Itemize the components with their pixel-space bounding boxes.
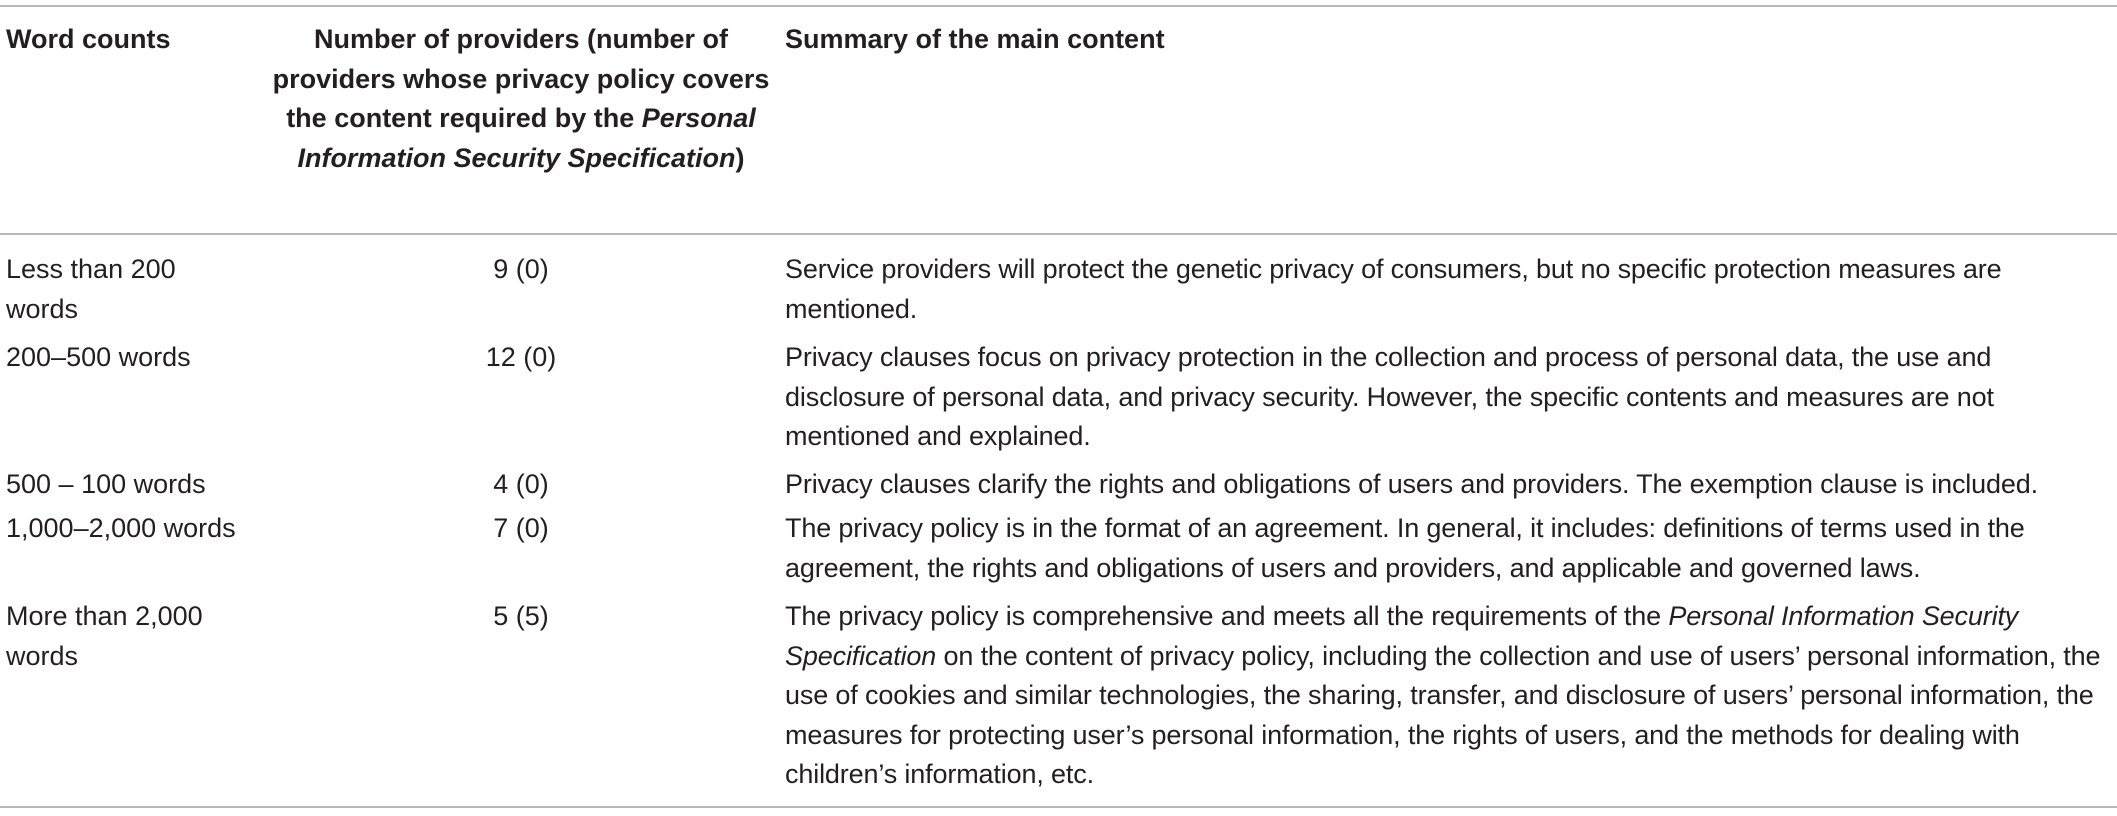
cell-summary: Service providers will protect the genetic privacy of consumers, but no specific protection measures are mentioned. (785, 254, 2002, 324)
header-providers-text: Number of providers (number of providers whose privacy policy covers the content required by the (272, 24, 770, 133)
header-word-counts: Word counts (6, 24, 171, 54)
table-header-rule (0, 233, 2117, 235)
cell-word-count: 200–500 words (6, 342, 191, 372)
cell-providers: 5 (5) (493, 601, 549, 631)
header-providers-spec-title: Personal Information Security Specification (297, 103, 756, 173)
cell-summary: Privacy clauses clarify the rights and obligations of users and providers. The exemption clause is included. (785, 469, 2038, 499)
table-header-row (0, 0, 2117, 233)
header-number-of-providers (270, 20, 772, 178)
cell-summary: The privacy policy is in the format of an agreement. In general, it includes: definitions of terms used in the agreement, the rights and obligations of users and providers, and applicable and governed laws. (785, 513, 2025, 583)
header-providers-close: ) (735, 142, 745, 173)
cell-providers: 4 (0) (493, 469, 549, 499)
header-summary: Summary of the main content (785, 24, 1165, 54)
cell-providers: 12 (0) (485, 342, 557, 372)
cell-word-count: Less than 200 words (6, 254, 176, 324)
cell-summary-text: The privacy policy is comprehensive and meets all the requirements of the (785, 601, 1669, 631)
table-bottom-rule (0, 806, 2117, 808)
cell-word-count: 500 – 100 words (6, 469, 206, 499)
cell-summary-text-rest: on the content of privacy policy, including the collection and use of users’ personal information, the use of cookies and similar technologies, the sharing, transfer, and disclosure of users’ personal information, the measures for protecting user’s personal information, the rights of users, and the methods for dealing with children’s information, etc. (785, 640, 2101, 789)
cell-word-count: 1,000–2,000 words (6, 513, 236, 543)
cell-providers: 9 (0) (493, 254, 549, 284)
cell-word-count: More than 2,000 words (6, 601, 203, 671)
cell-summary-spec-title: Personal Information Security Specification (785, 601, 2019, 671)
cell-providers: 7 (0) (493, 513, 549, 543)
cell-summary (785, 597, 2115, 795)
cell-summary: Privacy clauses focus on privacy protection in the collection and process of personal data, the use and disclosure of personal data, and privacy security. However, the specific contents and measures are not mentioned and explained. (785, 342, 1994, 451)
